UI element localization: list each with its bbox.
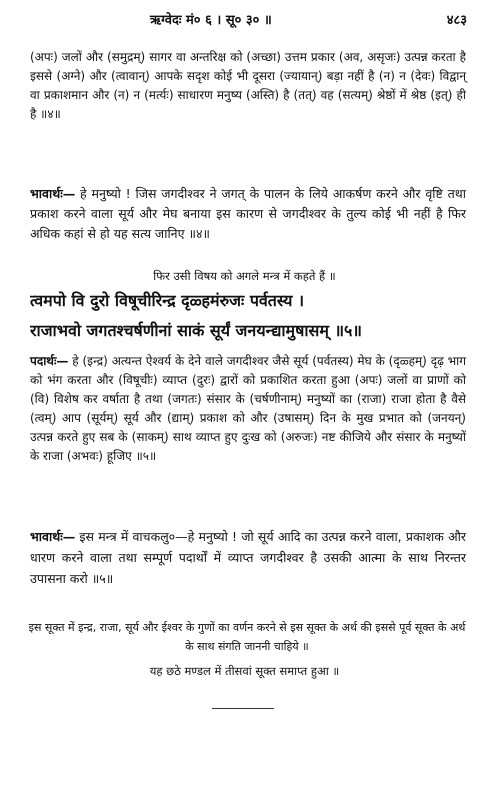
bhavartha-text: इस मन्त्र में वाचकलु०—हे मनुष्यो ! जो सूर्य आदि का उत्पन्न करने वाला, प्रकाशक और धारण करने वाला तथा सम्पूर्ण पदार्थों में व्याप्त जगदीश्वर है उसकी आत्मा के साथ निरन्तर उपासना करो ॥५॥ bbox=[30, 529, 466, 586]
bhavartha-label: भावार्थः— bbox=[30, 529, 76, 544]
page-header bbox=[0, 10, 489, 32]
padartha-label: पदार्थः— bbox=[30, 354, 69, 368]
sukta-closing: यह छठे मण्डल में तीसवां सूक्त समाप्त हुआ ॥ bbox=[149, 664, 340, 678]
sukta-summary: इस सूक्त में इन्द्र, राजा, सूर्य और ईश्वर के गुणों का वर्णन करने से इस सूक्त के अर्थ की इससे पूर्व सूक्त के अर्थ के साथ संगति जाननी चाहिये ॥ bbox=[28, 621, 466, 653]
bhavartha-text: हे मनुष्यो ! जिस जगदीश्वर ने जगत् के पालन के लिये आकर्षण करने और वृष्टि तथा प्रकाश करने वाला सूर्य और मेघ बनाया इस कारण से जगदीश्वर के तुल्य कोई भी नहीं है फिर अधिक कहां से हो यह सत्य जानिए ॥४॥ bbox=[30, 186, 466, 241]
page-number: ४८३ bbox=[446, 13, 467, 28]
mantra-line-1: त्वमपो वि दुरो विषूचीरिन्द्र दृळ्हमंरुजः पर्वतस्य । bbox=[30, 291, 305, 310]
padartha-text: हे (इन्द्र) अत्यन्त ऐश्वर्य के देने वाले जगदीश्वर जैसे सूर्य (पर्वतस्य) मेघ के (दृळ्हम्) दृढ़ भाग को भंग करता और (विषूचीः) व्याप्त (दुरः) द्वारों को प्रकाशित करता हुआ (अपः) जलों वा प्राणों को (वि) विशेष कर वर्षाता है तथा (जगतः) संसार के (चर्षणीनाम्) मनुष्यों का (राजा) राजा होता है वैसे (त्वम्) आप (सूर्यम्) सूर्य और (द्याम्) प्रकाश को और (उषासम्) दिन के मुख प्रभात को (जनयन्) उत्पन्न करते हुए सब के (साकम्) साथ व्याप्त हुए दुःख को (अरुजः) नष्ट कीजिये और संसार के मनुष्यों के राजा (अभवः) हूजिए ॥५॥ bbox=[30, 354, 466, 463]
bhavartha-4 bbox=[30, 184, 466, 244]
bhavartha-5 bbox=[30, 526, 466, 589]
running-title: ऋग्वेदः मं० ६ । सू० ३० ॥ bbox=[150, 13, 272, 28]
mantra-line-2: राजाभवो जगतश्चर्षणीनां साकं सूर्यं जनयन्द्यामुषासम् ॥५॥ bbox=[30, 321, 362, 340]
padartha-continuation: (अपः) जलों और (समुद्रम्) सागर वा अन्तरिक्ष को (अच्छा) उत्तम प्रकार (अव, असृजः) उत्पन्न करता है इससे (अग्ने) और (त्वावान्) आपके सदृश कोई भी दूसरा (ज्यायान्) बड़ा नहीं है (न) न (देवः) विद्वान् वा प्रकाशमान और (न) न (मर्त्यः) साधारण मनुष्य (अस्ति) है (तत्) वह (सत्यम्) श्रेष्ठों में श्रेष्ठ (इत्) ही है ॥४॥ bbox=[30, 50, 466, 121]
padartha-5 bbox=[30, 352, 466, 466]
end-rule bbox=[212, 708, 274, 709]
mantra-intro: फिर उसी विषय को अगले मन्त्र में कहते हैं ॥ bbox=[153, 269, 336, 283]
bhavartha-label: भावार्थः— bbox=[30, 186, 76, 201]
